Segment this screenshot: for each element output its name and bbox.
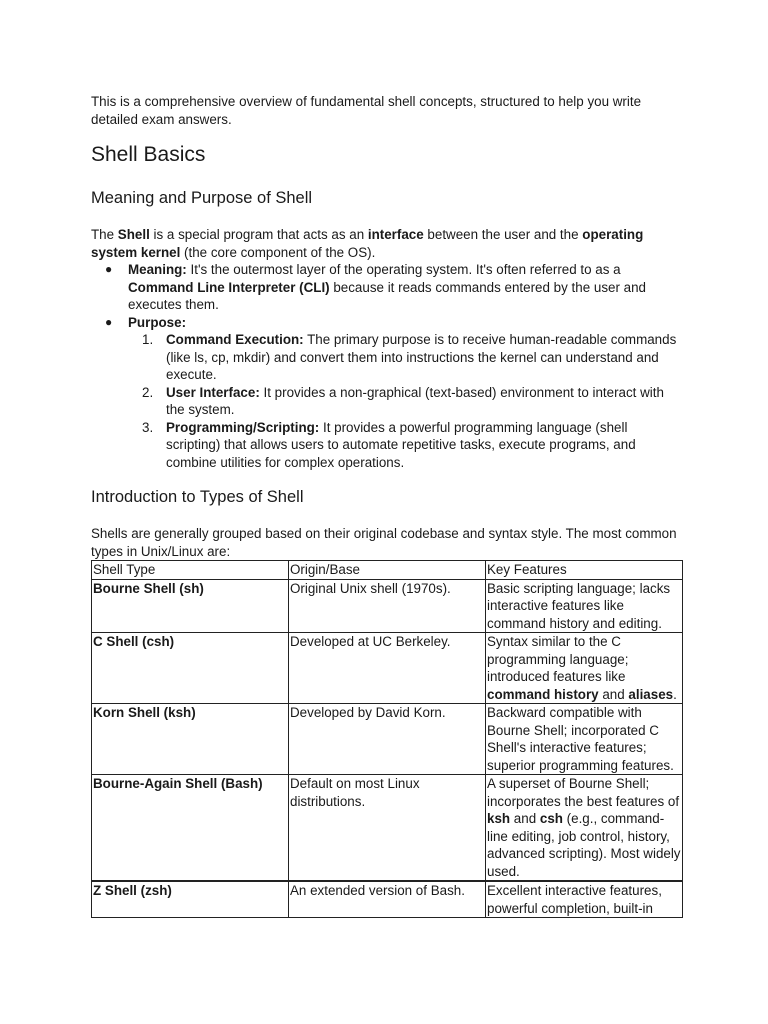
purpose-steps-list [91, 331, 681, 471]
table-cell-origin: Developed at UC Berkeley. [289, 633, 486, 704]
table-row [92, 579, 683, 633]
table-row [92, 881, 683, 918]
purpose-step: 3. Programming/Scripting: It provides a powerful programming language (shell scripting) that allows users to automate repetitive tasks, execute programs, and combine utilities for complex operations. [142, 419, 636, 470]
section-heading-types: Introduction to Types of Shell [91, 488, 304, 506]
document-page [91, 93, 681, 918]
table-cell-type: Korn Shell (ksh) [92, 704, 289, 775]
table-cell-origin: Original Unix shell (1970s). [289, 579, 486, 633]
table-header-row [92, 561, 683, 580]
table-cell-type: Bourne-Again Shell (Bash) [92, 775, 289, 882]
table-cell-type: Z Shell (zsh) [92, 881, 289, 918]
purpose-step: 1. Command Execution: The primary purpose is to receive human-readable commands (like ls, cp, mkdir) and convert them into instructions the kernel can understand and execute. [142, 332, 677, 382]
bullet-icon: ● [105, 262, 113, 276]
table-cell-features: Excellent interactive features, powerful completion, built-in [486, 881, 683, 918]
table-cell-features: Basic scripting language; lacks interactive features like command history and editing. [486, 579, 683, 633]
bullet-meaning: ● Meaning: It's the outermost layer of the operating system. It's often referred to as a Command Line Interpreter (CLI) because it reads commands entered by the user and executes them. [105, 262, 646, 312]
table-cell-features: Backward compatible with Bourne Shell; incorporated C Shell's interactive features; superior programming features. [486, 704, 683, 775]
table-cell-features: Syntax similar to the C programming language; introduced features like command history and aliases. [486, 633, 683, 704]
table-header-cell: Origin/Base [289, 561, 486, 580]
meaning-purpose-list [91, 261, 681, 471]
table-cell-origin: Developed by David Korn. [289, 704, 486, 775]
types-intro-paragraph: Shells are generally grouped based on their original codebase and syntax style. The most common types in Unix/Linux are: [91, 526, 677, 559]
bullet-icon: ● [105, 314, 113, 329]
shell-types-table [91, 560, 683, 918]
table-row [92, 704, 683, 775]
table-header-cell: Key Features [486, 561, 683, 580]
table-cell-origin: Default on most Linux distributions. [289, 775, 486, 882]
intro-paragraph: This is a comprehensive overview of fundamental shell concepts, structured to help you write detailed exam answers. [91, 94, 642, 127]
table-cell-features: A superset of Bourne Shell; incorporates the best features of ksh and csh (e.g., command-line editing, job control, history, advanced scripting). Most widely used. [486, 775, 683, 882]
table-row [92, 775, 683, 882]
bullet-purpose: ● Purpose: 1. Command Execution: The primary purpose is to receive human-readable commands (like ls, cp, mkdir) and convert them into instructions the kernel can understand and execute. 2. User Interface: It provides a non-graphical (text-based) environment to interact with the system. 3. Programming/Scripting: It provides a powerful programming language (shell scripting) that allows users to automate repetitive tasks, execute programs, and combine utilities for complex operations. [91, 314, 681, 472]
table-header-cell: Shell Type [92, 561, 289, 580]
section-heading-meaning: Meaning and Purpose of Shell [91, 189, 313, 207]
table-cell-origin: An extended version of Bash. [289, 881, 486, 918]
table-cell-type: C Shell (csh) [92, 633, 289, 704]
table-row [92, 633, 683, 704]
page-title: Shell Basics [91, 143, 206, 166]
purpose-step: 2. User Interface: It provides a non-graphical (text-based) environment to interact with the system. [142, 384, 664, 417]
table-cell-type: Bourne Shell (sh) [92, 579, 289, 633]
shell-definition-paragraph: The Shell is a special program that acts as an interface between the user and the operating system kernel (the core component of the OS). [91, 227, 644, 260]
